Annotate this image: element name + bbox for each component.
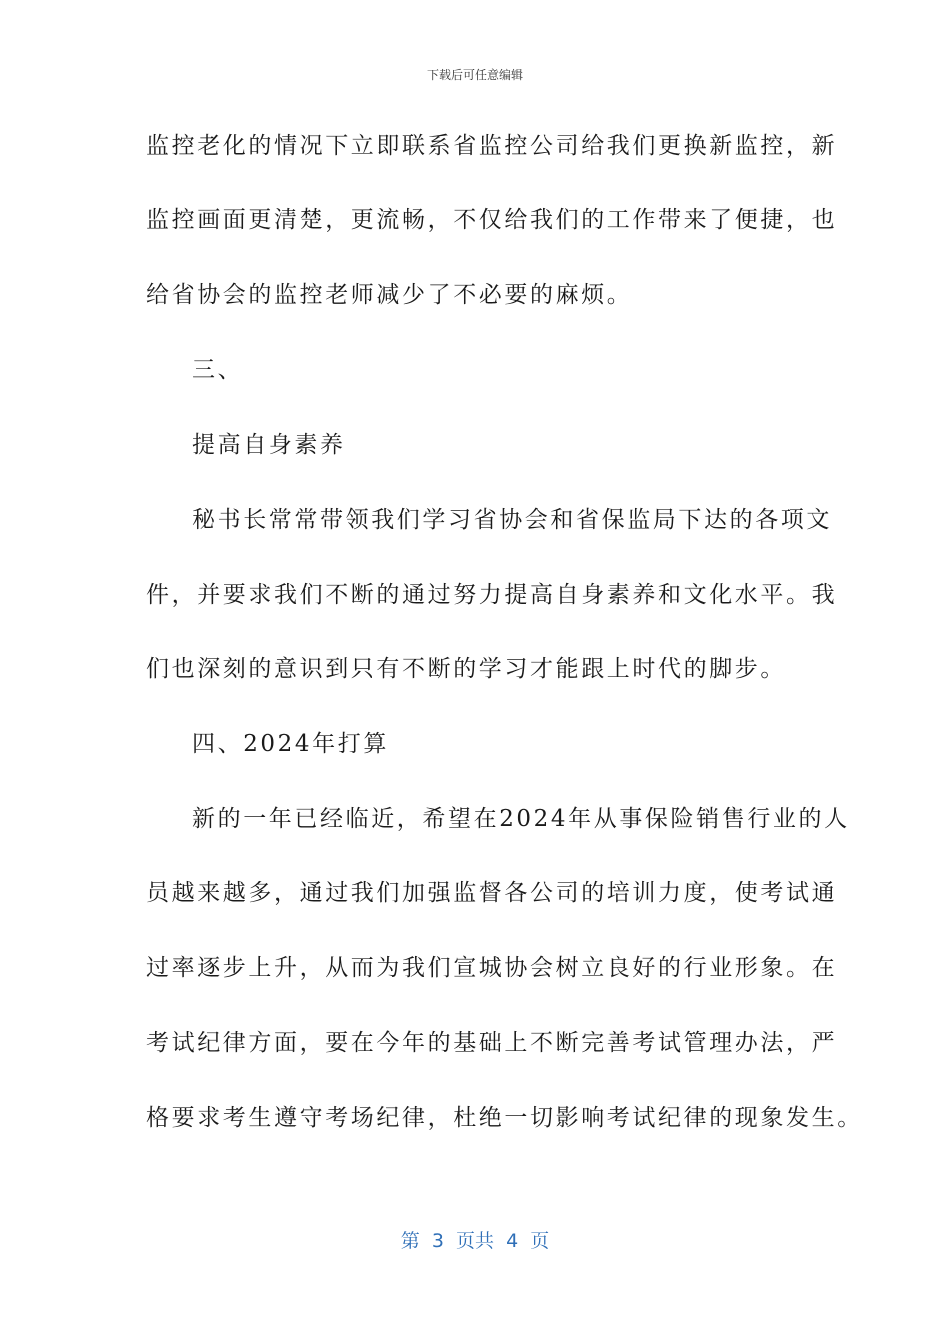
section-heading-number: 三、: [192, 357, 244, 383]
body-line: 考试纪律方面，要在今年的基础上不断完善考试管理办法，严: [146, 1030, 838, 1056]
section-heading: 提高自身素养: [192, 432, 346, 458]
body-line: 新的一年已经临近，希望在2024年从事保险销售行业的人: [192, 806, 850, 832]
body-line: 员越来越多，通过我们加强监督各公司的培训力度，使考试通: [146, 880, 838, 906]
body-line: 监控画面更清楚，更流畅，不仅给我们的工作带来了便捷，也: [146, 207, 838, 233]
body-line: 监控老化的情况下立即联系省监控公司给我们更换新监控，新: [146, 133, 838, 159]
body-line: 件，并要求我们不断的通过努力提高自身素养和文化水平。我: [146, 582, 838, 608]
body-line: 过率逐步上升，从而为我们宣城协会树立良好的行业形象。在: [146, 955, 838, 981]
body-line: 们也深刻的意识到只有不断的学习才能跟上时代的脚步。: [146, 656, 786, 682]
page-header: 下载后可任意编辑: [426, 68, 523, 82]
page-number-footer: 第 3 页共 4 页: [400, 1230, 550, 1252]
body-line: 给省协会的监控老师减少了不必要的麻烦。: [146, 282, 633, 308]
section-heading: 四、2024年打算: [192, 731, 389, 757]
body-line: 格要求考生遵守考场纪律，杜绝一切影响考试纪律的现象发生。: [146, 1105, 863, 1131]
body-line: 秘书长常常带领我们学习省协会和省保监局下达的各项文: [192, 507, 832, 533]
